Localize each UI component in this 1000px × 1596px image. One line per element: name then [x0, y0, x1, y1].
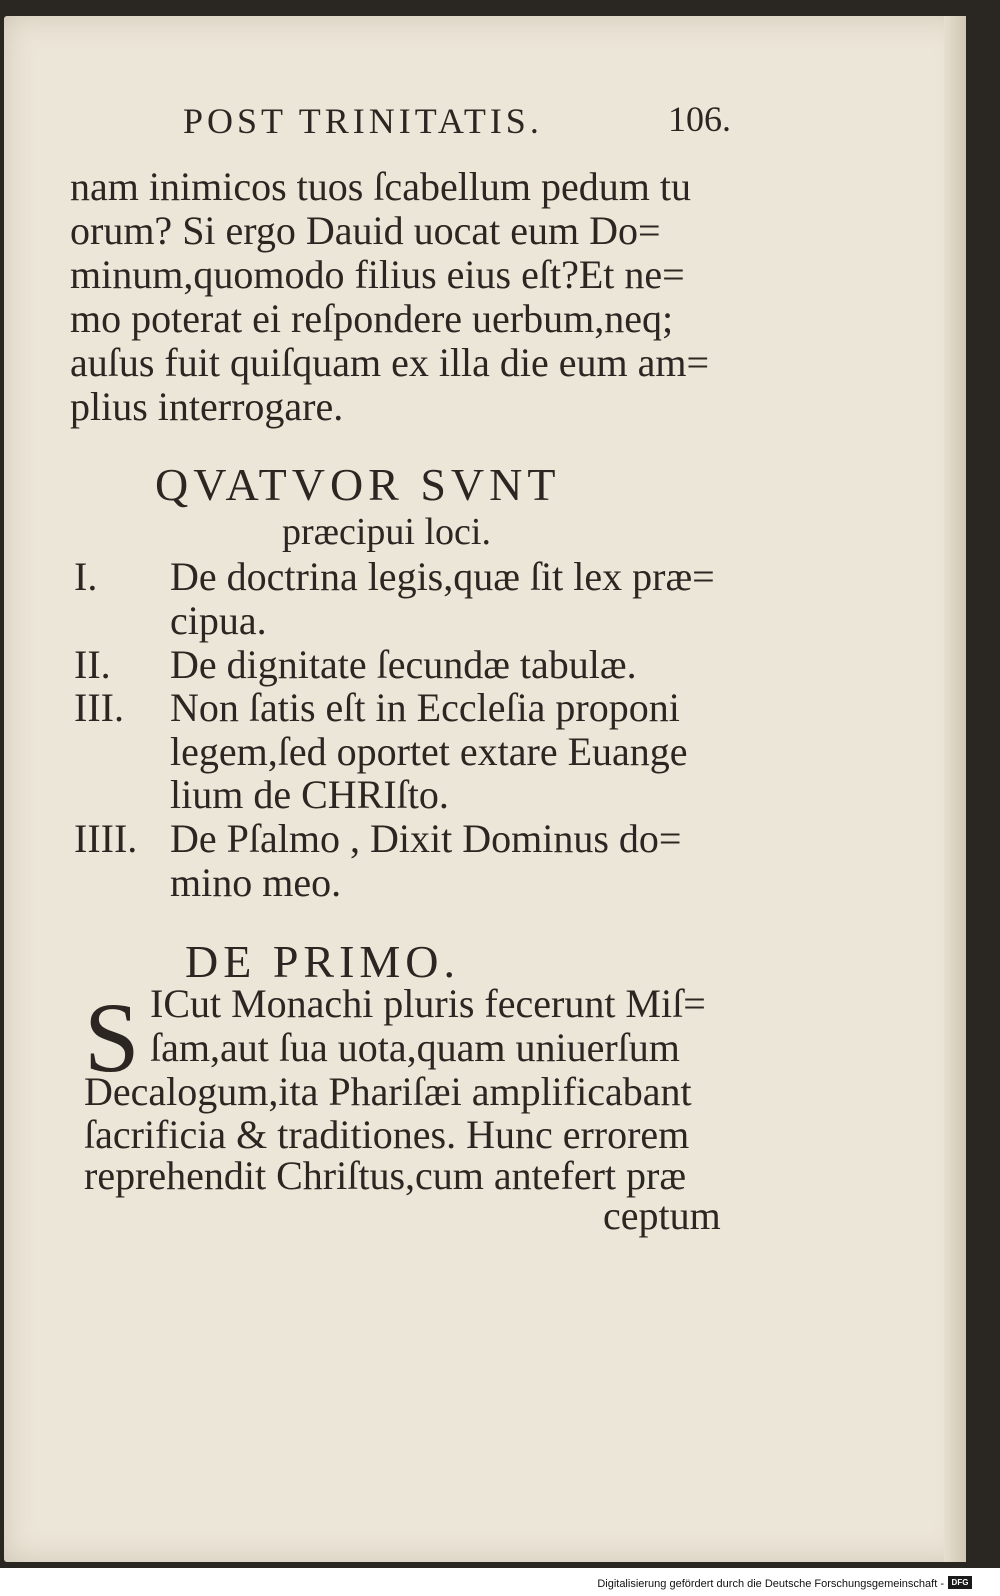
body-line: mo poterat ei reſpondere uerbum,neq;: [70, 296, 674, 341]
folio-number: 106.: [668, 99, 731, 139]
body-line: plius interrogare.: [70, 384, 344, 429]
running-title: POST TRINITATIS.: [183, 101, 543, 141]
body-line: ſacrificia & traditiones. Hunc errorem: [84, 1112, 690, 1157]
body-line: Decalogum,ita Phariſæi amplificabant: [84, 1069, 692, 1114]
body-line: minum,quomodo filius eius eſt?Et ne=: [70, 252, 685, 297]
item-line: De doctrina legis,quæ ſit lex præ=: [170, 554, 715, 599]
body-line: nam inimicos tuos ſcabellum pedum tu: [70, 164, 692, 209]
catchword: ceptum: [603, 1193, 721, 1238]
page-edge: [944, 16, 966, 1562]
item-numeral: I.: [74, 554, 98, 599]
item-line: lium de CHRIſto.: [170, 772, 449, 817]
dfg-logo: DFG: [948, 1576, 972, 1589]
item-line: De Pſalmo , Dixit Dominus do=: [170, 816, 682, 861]
body-line: orum? Si ergo Dauid uocat eum Do=: [70, 208, 661, 253]
item-line: De dignitate ſecundæ tabulæ.: [170, 642, 637, 687]
item-line: cipua.: [170, 598, 267, 643]
item-numeral: IIII.: [74, 816, 138, 861]
section-heading: QVATVOR SVNT: [155, 459, 561, 510]
funding-credit: Digitalisierung gefördert durch die Deutsche Forschungsgemeinschaft -: [597, 1578, 944, 1590]
section-subheading: præcipui loci.: [282, 511, 491, 553]
body-line: reprehendit Chriſtus,cum antefert præ: [84, 1153, 687, 1198]
body-line: auſus fuit quiſquam ex illa die eum am=: [70, 340, 710, 385]
item-numeral: II.: [74, 642, 111, 687]
section-heading: DE PRIMO.: [185, 936, 461, 987]
drop-capital: S: [84, 982, 140, 1093]
body-line: ICut Monachi pluris fecerunt Miſ=: [150, 981, 706, 1026]
body-line: ſam,aut ſua uota,quam uniuerſum: [150, 1025, 680, 1070]
item-line: legem,ſed oportet extare Euange: [170, 729, 688, 774]
item-numeral: III.: [74, 685, 124, 730]
item-line: mino meo.: [170, 860, 342, 905]
item-line: Non ſatis eſt in Eccleſia proponi: [170, 685, 680, 730]
